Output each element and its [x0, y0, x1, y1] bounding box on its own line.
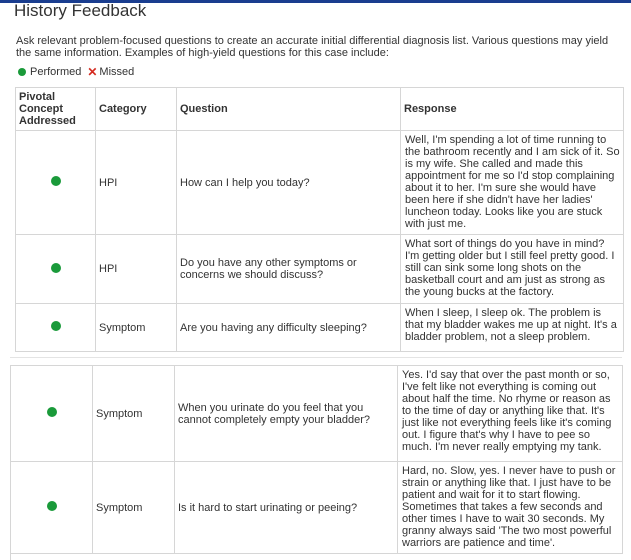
- history-table: [15, 87, 624, 352]
- category-cell: HPI: [96, 235, 177, 304]
- status-cell: [16, 235, 96, 304]
- performed-icon: [47, 407, 57, 417]
- legend: [18, 65, 134, 79]
- header-category: Category: [96, 88, 177, 131]
- header-pivotal: Pivotal Concept Addressed: [16, 88, 96, 131]
- missed-x-icon: ✕: [87, 65, 98, 79]
- response-cell: Yes. I'd say that over the past month or so, I've felt like not everything is coming out about half the time. No rhyme or reason as to the time of day or anything like that. It's just like not everything feels like it's coming out. I figure that's why I have to pee so much. I'm never really emptying my tank.: [398, 366, 623, 462]
- legend-missed-label: Missed: [99, 66, 135, 78]
- category-cell: HPI: [96, 131, 177, 235]
- status-cell: [16, 304, 96, 352]
- table-row: [16, 304, 624, 352]
- category-cell: Symptom: [96, 304, 177, 352]
- header-question: Question: [177, 88, 401, 131]
- table-row: [11, 462, 623, 554]
- response-cell: What sort of things do you have in mind? I'm getting older but I still feel pretty good. I still can sink some long shots on the basketball court and am just as strong as the young bucks at the factory.: [401, 235, 624, 304]
- question-cell: Are you having any difficulty sleeping?: [177, 304, 401, 352]
- category-cell: Symptom: [93, 462, 175, 554]
- table-continuation: [10, 554, 623, 560]
- table-row: [16, 131, 624, 235]
- legend-performed-label: Performed: [30, 66, 82, 78]
- performed-icon: [51, 321, 61, 331]
- performed-icon: [51, 176, 61, 186]
- question-cell: When you urinate do you feel that you cannot completely empty your bladder?: [175, 366, 398, 462]
- question-cell: Is it hard to start urinating or peeing?: [175, 462, 398, 554]
- table-header-row: [16, 88, 624, 131]
- status-cell: [11, 462, 93, 554]
- performed-dot-icon: [18, 68, 26, 76]
- table-row: [11, 366, 623, 462]
- question-cell: How can I help you today?: [177, 131, 401, 235]
- question-cell: Do you have any other symptoms or concerns we should discuss?: [177, 235, 401, 304]
- response-cell: When I sleep, I sleep ok. The problem is that my bladder wakes me up at night. It's a bladder problem, not a sleep problem.: [401, 304, 624, 352]
- status-cell: [11, 366, 93, 462]
- category-cell: Symptom: [93, 366, 175, 462]
- performed-icon: [47, 501, 57, 511]
- page-title: History Feedback: [14, 1, 147, 20]
- page-break-line: [10, 357, 622, 358]
- status-cell: [16, 131, 96, 235]
- response-cell: Well, I'm spending a lot of time running to the bathroom recently and I am sick of it. So is my wife. She called and made this appointment for me so I'd stop complaining about it to her. I'm sure she would have been here if she didn't have her ladies' luncheon today. Looks like you are stuck with just me.: [401, 131, 624, 235]
- response-cell: Hard, no. Slow, yes. I never have to push or strain or anything like that. I just have to be patient and wait for it to start flowing. Sometimes that takes a few seconds and other times I have to wait 30 seconds. My granny always said 'The two most powerful warriors are patience and time'.: [398, 462, 623, 554]
- performed-icon: [51, 263, 61, 273]
- history-table-continued: [10, 365, 623, 554]
- intro-text: Ask relevant problem-focused questions to create an accurate initial differential diagnosis list. Various questions may yield the same information. Examples of high-yield questions for this case include:: [16, 35, 609, 59]
- header-response: Response: [401, 88, 624, 131]
- table-row: [16, 235, 624, 304]
